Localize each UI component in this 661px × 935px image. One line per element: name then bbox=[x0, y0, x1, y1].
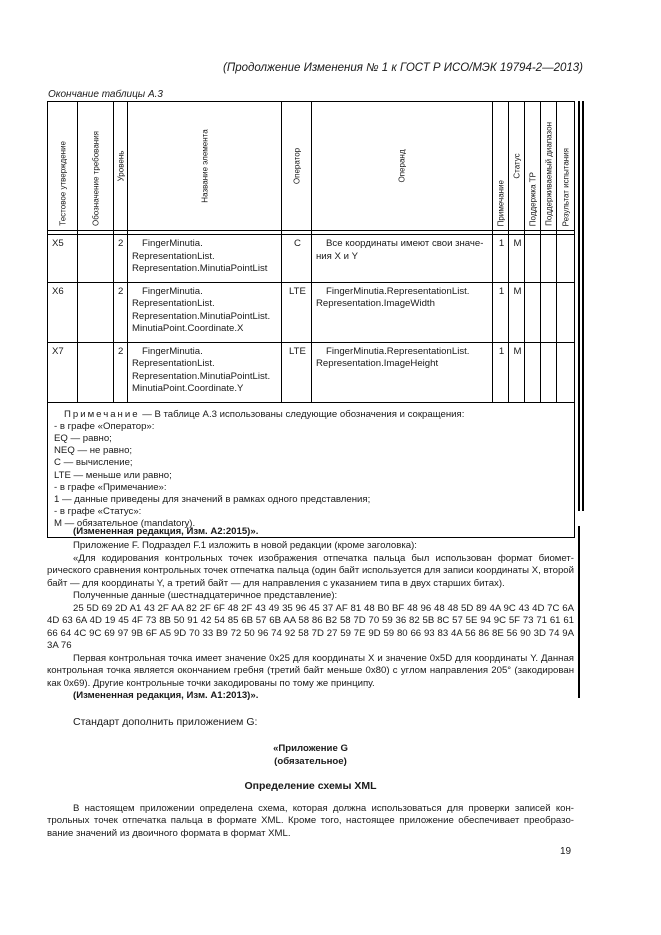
col-header: Уровень bbox=[114, 102, 128, 231]
table-note-row bbox=[48, 402, 575, 537]
page-number: 19 bbox=[560, 846, 572, 857]
table-row: X7 2 FingerMinutia. RepresentationList. Representation.MinutiaPointList. MinutiaPoint.Coordinate.Y LTE FingerMinutia.RepresentationList. Representation.ImageHeight 1 M bbox=[48, 342, 575, 402]
table-row: X5 2 FingerMinutia. RepresentationList. Representation.MinutiaPointList C Все координаты имеют свои значе- ния X и Y 1 M bbox=[48, 235, 575, 283]
data-label: Полученные данные (шестнадцатеричное представление): bbox=[73, 590, 338, 601]
table-caption: Окончание таблицы А.3 bbox=[48, 89, 163, 100]
paragraph-first-point: Первая контрольная точка имеет значение 0x25 для координаты X и значение 0x5D для координаты Y. Данная контрольная точка является окончанием гребня (третий байт меньше 0x80) с углом направления 205° (закодирован как 0x69). Другие контрольные точки закодированы по тому же принципу. bbox=[47, 653, 574, 689]
appendix-f-intro: Приложение F. Подраздел F.1 изложить в новой редакции (кроме заголовка): bbox=[73, 540, 417, 551]
appendix-g-subtitle: (обязательное) bbox=[274, 756, 347, 767]
appendix-g-title: «Приложение G bbox=[273, 743, 348, 754]
edition-note-a1: (Измененная редакция, Изм. А1:2013)». bbox=[73, 690, 259, 701]
table-note: Примечание — В таблице А.3 использованы следующие обозначения и сокращения: - в графе «Оператор»: EQ — равно; NEQ — не равно; С — вычисление; LTE — меньше или равно; - в графе «Примечание»: 1 — данные приведены для значений в рамках одного представления; - в графе «Статус»: М — обязательное (mandatory). bbox=[48, 402, 575, 537]
table-row: X6 2 FingerMinutia. RepresentationList. Representation.MinutiaPointList. MinutiaPoint.Coordinate.X LTE FingerMinutia.RepresentationList. Representation.ImageWidth 1 M bbox=[48, 282, 575, 342]
col-header: Поддержка ТР bbox=[525, 102, 541, 231]
page-header: (Продолжение Изменения № 1 к ГОСТ Р ИСО/МЭК 19794-2—2013) bbox=[223, 62, 583, 74]
col-header: Статус bbox=[509, 102, 525, 231]
append-g-statement: Стандарт дополнить приложением G: bbox=[73, 716, 258, 728]
change-bar bbox=[578, 526, 580, 698]
col-header: Название элемента bbox=[128, 102, 282, 231]
change-bar bbox=[578, 101, 580, 511]
col-header: Тестовое утверждение bbox=[48, 102, 78, 231]
hex-data: 25 5D 69 2D A1 43 2F AA 82 2F 6F 48 2F 43 49 35 96 45 37 AF 81 48 B0 BF 48 96 48 48 5D 89 4A 9C 43 4D 7C 6A 4D 63 6A 4D 19 45 4F 73 8B 50 91 42 54 85 6B 57 6B AA 58 86 B2 58 7D 70 59 36 82 5B 8C 57 5E 94 9C 5F 73 71 61 61 66 64 4C 9C 69 97 9B 6F A5 9D 70 33 B9 72 50 96 74 92 58 7D 27 59 7E 9D 59 80 66 93 83 4A 56 86 8E 56 90 3D 74 9A 3A 76 bbox=[47, 603, 574, 651]
col-header: Примечание bbox=[493, 102, 509, 231]
paragraph-encoding: «Для кодирования контрольных точек изображения отпечатка пальца был использован формат биомет-рического сравнения контрольных точек отпечатка пальца (один байт используется для записи координаты X, второй байт — для координаты Y, а третий байт — для направления с указанием типа в двух старших битах). bbox=[47, 553, 574, 589]
section-title: Определение схемы XML bbox=[244, 780, 377, 792]
edition-note-a2: (Измененная редакция, Изм. А2:2015)». bbox=[73, 526, 259, 537]
paragraph-schema: В настоящем приложении определена схема, которая должна использоваться для проверки записей кон-трольных точек отпечатка пальца в формате XML. Кроме того, настоящее приложение обеспечивает преобразо-вание значений из двоичного формата в формат XML. bbox=[47, 803, 574, 839]
change-bar bbox=[582, 101, 584, 511]
col-header: Операнд bbox=[312, 102, 493, 231]
requirements-table bbox=[47, 101, 575, 538]
col-header: Оператор bbox=[282, 102, 312, 231]
col-header: Результат испытания bbox=[557, 102, 575, 231]
col-header: Обозначение требования bbox=[78, 102, 114, 231]
col-header: Поддерживаемый диапазон bbox=[541, 102, 557, 231]
table-header-row bbox=[48, 102, 575, 231]
